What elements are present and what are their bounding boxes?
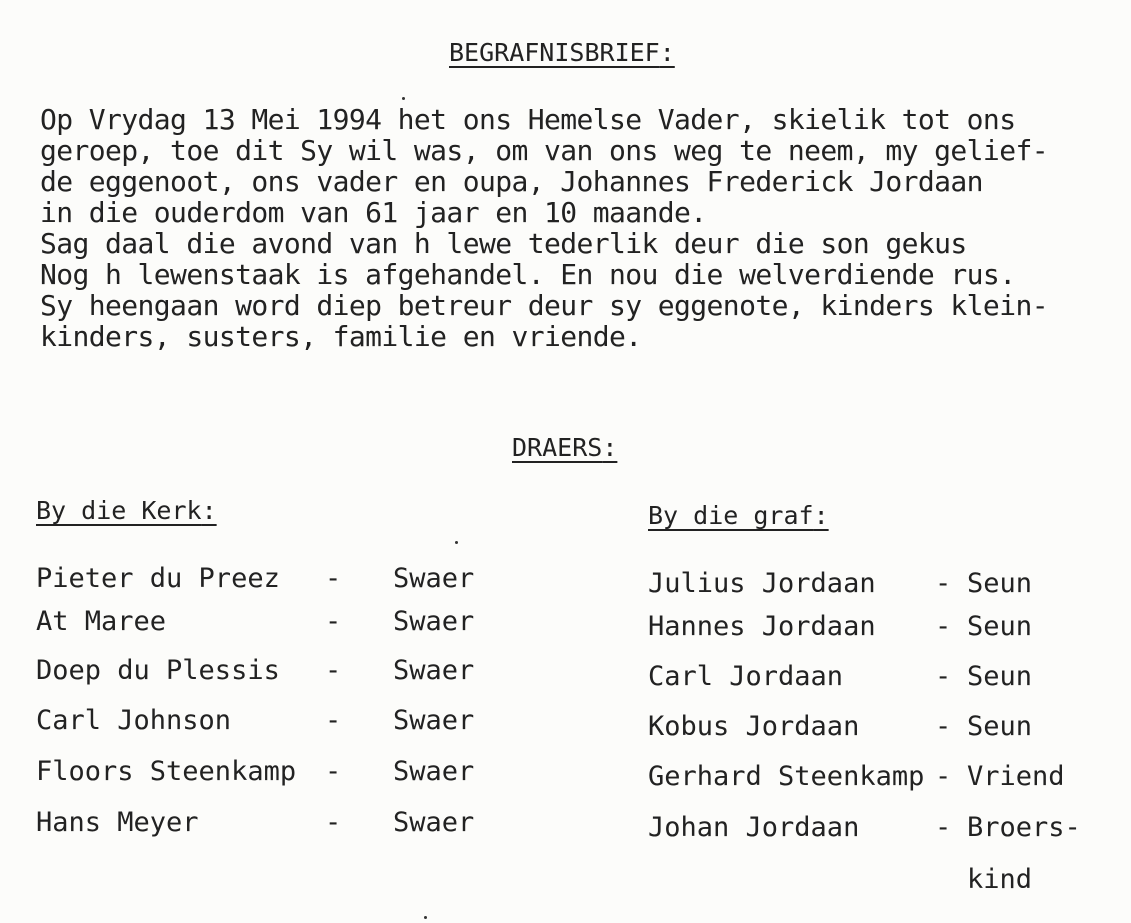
- pallbearer-name: Julius Jordaan: [648, 568, 876, 599]
- separator-dash: -: [935, 761, 952, 792]
- relation-label: Seun: [967, 568, 1033, 599]
- pallbearer-name: Hans Meyer: [36, 807, 199, 838]
- paper-speck: [455, 541, 458, 544]
- paragraph-line: kinders, susters, familie en vriende.: [40, 320, 642, 353]
- relation-label: Swaer: [393, 756, 475, 787]
- separator-dash: -: [935, 711, 952, 742]
- relation-label: Seun: [967, 661, 1033, 692]
- page-title: [449, 40, 675, 65]
- pallbearers-heading: [512, 435, 617, 460]
- pallbearer-name: Kobus Jordaan: [648, 711, 860, 742]
- memorial-paragraph: [40, 104, 1105, 352]
- pallbearer-name: Johan Jordaan: [648, 812, 860, 843]
- relation-label: Swaer: [393, 705, 475, 736]
- pallbearer-name: Floors Steenkamp: [36, 756, 297, 787]
- title-colon: :: [659, 38, 675, 67]
- separator-dash: -: [325, 606, 342, 637]
- pallbearer-name: Hannes Jordaan: [648, 611, 876, 642]
- title-text: BEGRAFNISBRIEF: [449, 38, 660, 67]
- paragraph-line: Sag daal die avond van h lewe tederlik deur die son gekus: [40, 227, 967, 260]
- separator-dash: -: [935, 812, 952, 843]
- pallbearers-heading-colon: :: [602, 433, 618, 462]
- relation-label: Swaer: [393, 563, 475, 594]
- relation-label: Seun: [967, 711, 1033, 742]
- separator-dash: -: [935, 661, 952, 692]
- grave-column-heading: [648, 503, 829, 528]
- paragraph-line: in die ouderdom van 61 jaar en 10 maande.: [40, 196, 707, 229]
- relation-label: Broers-: [967, 812, 1081, 843]
- relation-label: Seun: [967, 611, 1033, 642]
- paragraph-line: de eggenoot, ons vader en oupa, Johannes Frederick Jordaan: [40, 165, 983, 198]
- separator-dash: -: [325, 807, 342, 838]
- pallbearer-name: Carl Jordaan: [648, 661, 844, 692]
- church-heading-text: By die Kerk: [36, 496, 202, 525]
- pallbearer-name: Gerhard Steenkamp: [648, 761, 925, 792]
- paper-speck: [402, 97, 405, 100]
- pallbearer-name: At Maree: [36, 606, 167, 637]
- grave-heading-text: By die graf: [648, 501, 814, 530]
- relation-label: Swaer: [393, 606, 475, 637]
- paragraph-line: Op Vrydag 13 Mei 1994 het ons Hemelse Vader, skielik tot ons: [40, 103, 1016, 136]
- church-pallbearers-list: [36, 565, 556, 845]
- church-column-heading: [36, 498, 217, 523]
- church-heading-colon: :: [201, 496, 217, 525]
- separator-dash: -: [325, 756, 342, 787]
- pallbearer-name: Pieter du Preez: [36, 563, 280, 594]
- paper-speck: [424, 916, 427, 919]
- paragraph-line: Nog h lewenstaak is afgehandel. En nou die welverdiende rus.: [40, 258, 1016, 291]
- relation-label: Vriend: [967, 761, 1065, 792]
- grave-pallbearers-list: [648, 570, 1108, 900]
- pallbearers-heading-text: DRAERS: [512, 433, 603, 462]
- relation-label: kind: [967, 864, 1033, 895]
- grave-heading-colon: :: [813, 501, 829, 530]
- separator-dash: -: [325, 705, 342, 736]
- pallbearer-name: Carl Johnson: [36, 705, 232, 736]
- separator-dash: -: [935, 611, 952, 642]
- pallbearer-name: Doep du Plessis: [36, 655, 280, 686]
- separator-dash: -: [935, 568, 952, 599]
- paragraph-line: Sy heengaan word diep betreur deur sy eggenote, kinders klein-: [40, 289, 1048, 322]
- relation-label: Swaer: [393, 655, 475, 686]
- separator-dash: -: [325, 655, 342, 686]
- relation-label: Swaer: [393, 807, 475, 838]
- separator-dash: -: [325, 563, 342, 594]
- paragraph-line: geroep, toe dit Sy wil was, om van ons weg te neem, my gelief-: [40, 134, 1048, 167]
